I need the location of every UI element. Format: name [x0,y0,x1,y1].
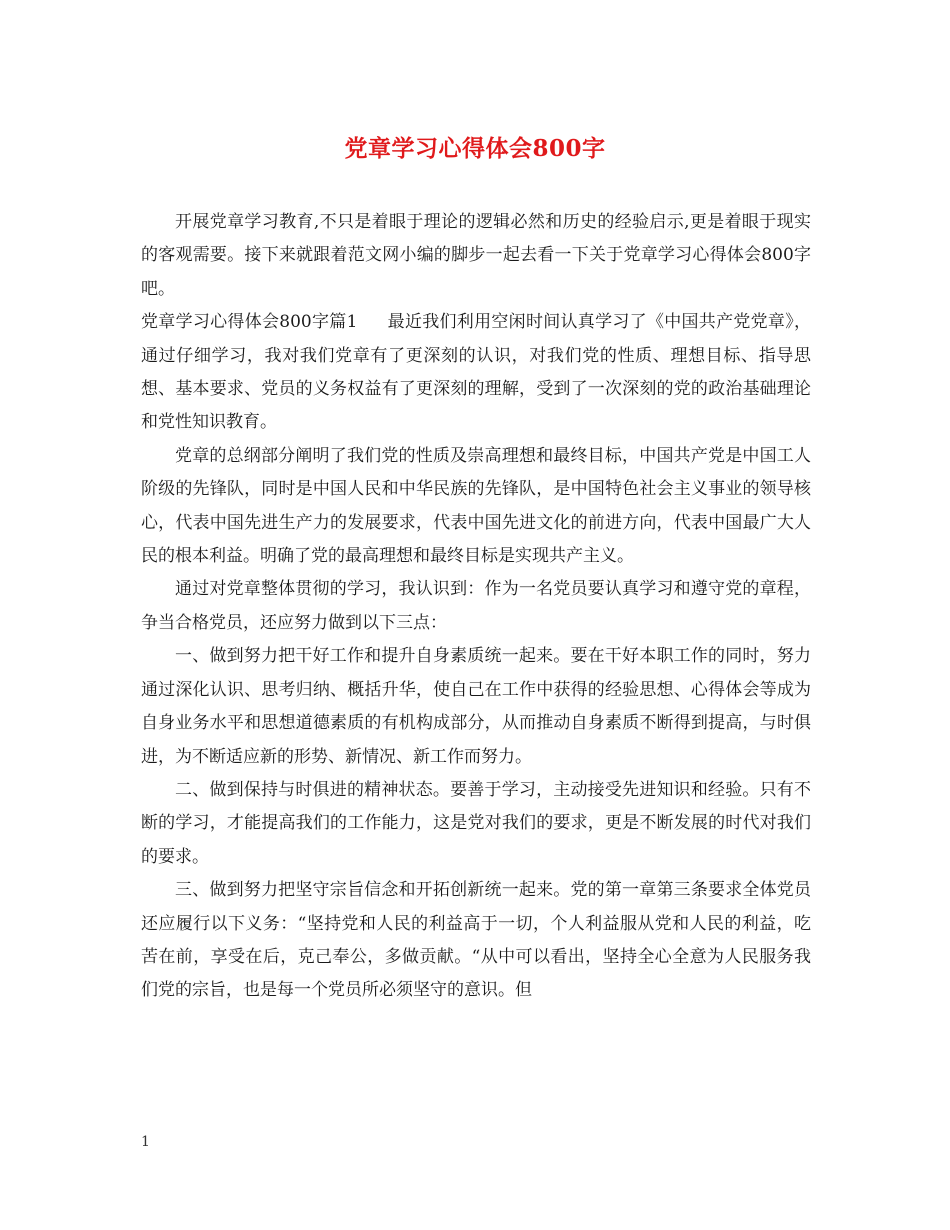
paragraph-6: 三、做到努力把坚守宗旨信念和开拓创新统一起来。党的第一章第三条要求全体党员还应履行以下义务：“坚持党和人民的利益高于一切，个人利益服从党和人民的利益，吃苦在前，享受在后，克己奉公，多做贡献。“从中可以看出，坚持全心全意为人民服务我们党的宗旨，也是每一个党员所必须坚守的意识。但 [141,880,811,1001]
paragraph-3: 通过对党章整体贯彻的学习，我认识到：作为一名党员要认真学习和遵守党的章程，争当合格党员，还应努力做到以下三点： [141,579,811,633]
document-title: 党章学习心得体会800字 [344,135,606,162]
section-paragraph-1 [141,306,811,440]
paragraph-4: 一、做到努力把干好工作和提升自身素质统一起来。要在干好本职工作的同时，努力通过深化认识、思考归纳、概括升华，使自己在工作中获得的经验思想、心得体会等成为自身业务水平和思想道德素质的有机构成部分，从而推动自身素质不断得到提高，与时俱进，为不断适应新的形势、新情况、新工作而努力。 [141,646,811,767]
document-body [141,206,811,1008]
intro-paragraph: 开展党章学习教育,不只是着眼于理论的逻辑必然和历史的经验启示,更是着眼于现实的客观需要。接下来就跟着范文网小编的脚步一起去看一下关于党章学习心得体会800字吧。 [141,212,811,299]
paragraph-5: 二、做到保持与时俱进的精神状态。要善于学习，主动接受先进知识和经验。只有不断的学习，才能提高我们的工作能力，这是党对我们的要求，更是不断发展的时代对我们的要求。 [141,779,811,867]
page-number: 1 [141,1134,150,1150]
section-heading: 党章学习心得体会800字篇1 [141,312,358,333]
paragraph-2: 党章的总纲部分阐明了我们党的性质及崇高理想和最终目标，中国共产党是中国工人阶级的先锋队，同时是中国人民和中华民族的先锋队，是中国特色社会主义事业的领导核心，代表中国先进生产力的发展要求，代表中国先进文化的前进方向，代表中国最广大人民的根本利益。明确了党的最高理想和最终目标是实现共产主义。 [141,445,811,567]
paragraph-1-text: 最近我们利用空闲时间认真学习了《中国共产党党章》，通过仔细学习，我对我们党章有了更深刻的认识，对我们党的性质、理想目标、指导思想、基本要求、党员的义务权益有了更深刻的理解，受到了一次深刻的党的政治基础理论和党性知识教育。 [141,312,811,433]
